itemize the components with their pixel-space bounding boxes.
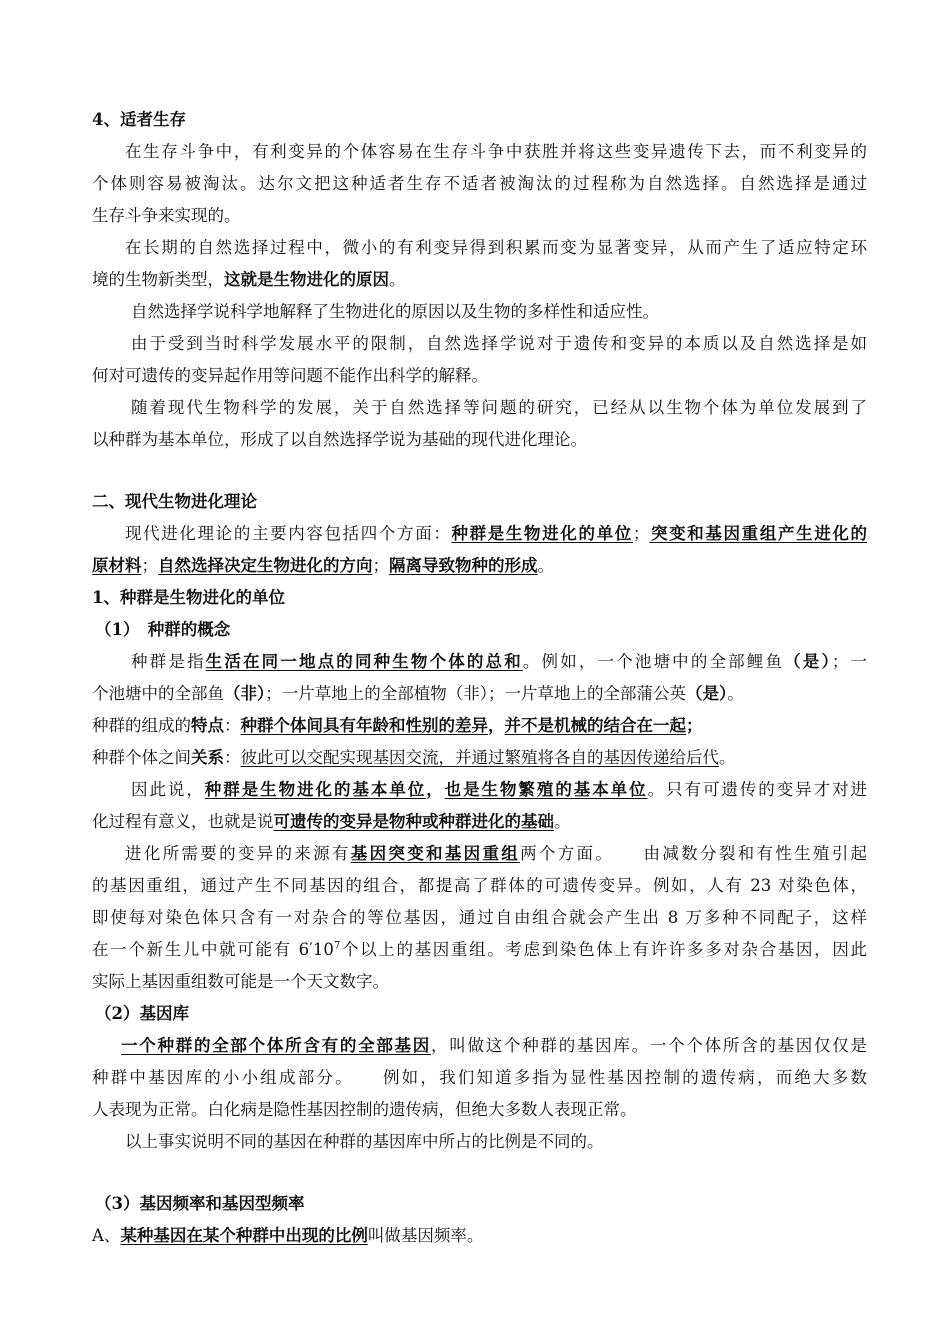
key-phrase: 突变和基因重组产生进化的 bbox=[649, 524, 868, 543]
paragraph-line: 自然选择学说科学地解释了生物进化的原因以及生物的多样性和适应性。 bbox=[131, 302, 659, 321]
paragraph-line: 由于受到当时科学发展水平的限制，自然选择学说对于遗传和变异的本质以及自然选择是如 bbox=[131, 334, 867, 353]
key-phrase: 可遗传的变异是物种或种群进化的基础 bbox=[273, 812, 554, 831]
heading-population-unit: 1、种群是生物进化的单位 bbox=[92, 588, 285, 607]
paragraph-line: 即使每对染色体只含有一对杂合的等位基因，通过自由组合就会产生出 8 万多种不同配子，这样 bbox=[92, 908, 867, 927]
paragraph-line: 实际上基因重组数可能是一个天文数字。 bbox=[92, 972, 389, 991]
paragraph-line: 种群的组成的特点：种群个体间具有年龄和性别的差异，并不是机械的结合在一起； bbox=[92, 716, 703, 735]
paragraph-line: 在一个新生儿中就可能有 $6'10^7$个以上的基因重组。考虑到染色体上有许许多多对杂合基因，因此 bbox=[92, 940, 867, 959]
paragraph-line: 进化所需要的变异的来源有基因突变和基因重组两个方面。 由减数分裂和有性生殖引起 bbox=[125, 844, 868, 863]
key-phrase: 这就是生物进化的原因 bbox=[224, 270, 389, 289]
key-phrase: 一个种群的全部个体所含有的全部基因 bbox=[121, 1036, 432, 1055]
key-phrase: 原材料 bbox=[92, 556, 142, 575]
paragraph-line: 个体则容易被淘汰。达尔文把这种适者生存不适者被淘汰的过程称为自然选择。自然选择是通过 bbox=[92, 174, 867, 193]
paragraph-line: 种群中基因库的小小组成部分。 例如，我们知道多指为显性基因控制的遗传病，而绝大多数 bbox=[92, 1068, 867, 1087]
key-phrase: 某种基因在某个种群中出现的比例 bbox=[120, 1226, 368, 1245]
heading-survival-of-fittest: 4、适者生存 bbox=[92, 110, 186, 129]
paragraph-line: 一个种群的全部个体所含有的全部基因，叫做这个种群的基因库。一个个体所含的基因仅仅是 bbox=[121, 1036, 868, 1055]
paragraph-line: 种群个体之间关系：彼此可以交配实现基因交流，并通过繁殖将各自的基因传递给后代。 bbox=[92, 748, 736, 767]
key-phrase: 也是生物繁殖的基本单位 bbox=[444, 780, 648, 799]
paragraph-line: 生存斗争来实现的。 bbox=[92, 206, 241, 225]
paragraph-line: 在生存斗争中，有利变异的个体容易在生存斗争中获胜并将这些变异遗传下去，而不利变异的 bbox=[125, 142, 867, 161]
paragraph-line: A、某种基因在某个种群中出现的比例叫做基因频率。 bbox=[92, 1226, 484, 1245]
key-phrase: 种群是生物进化的基本单位 bbox=[204, 780, 427, 799]
key-phrase: 隔离导致物种的形成 bbox=[389, 556, 538, 575]
subheading-gene-pool: （2）基因库 bbox=[95, 1004, 189, 1023]
paragraph-line: 现代进化理论的主要内容包括四个方面：种群是生物进化的单位；突变和基因重组产生进化的 bbox=[125, 524, 868, 543]
heading-modern-evolution-theory: 二、现代生物进化理论 bbox=[92, 492, 257, 511]
key-phrase: 生活在同一地点的同种生物个体的总和 bbox=[205, 652, 523, 671]
subheading-gene-frequency: （3）基因频率和基因型频率 bbox=[95, 1194, 305, 1213]
paragraph-line: 原材料；自然选择决定生物进化的方向；隔离导致物种的形成。 bbox=[92, 556, 554, 575]
paragraph-line: 化过程有意义，也就是说可遗传的变异是物种或种群进化的基础。 bbox=[92, 812, 571, 831]
paragraph-line: 种群是指生活在同一地点的同种生物个体的总和。例如，一个池塘中的全部鲤鱼（是）；一 bbox=[131, 652, 868, 671]
paragraph-line: 境的生物新类型，这就是生物进化的原因。 bbox=[92, 270, 406, 289]
paragraph-line: 随着现代生物科学的发展，关于自然选择等问题的研究，已经从以生物个体为单位发展到了 bbox=[131, 398, 867, 417]
paragraph-line: 在长期的自然选择过程中，微小的有利变异得到积累而变为显著变异，从而产生了适应特定环 bbox=[125, 238, 867, 257]
key-phrase: 基因突变和基因重组 bbox=[350, 844, 521, 863]
key-phrase: 自然选择决定生物进化的方向 bbox=[158, 556, 373, 575]
key-phrase: 种群是生物进化的单位 bbox=[451, 524, 633, 543]
paragraph-line: 何对可遗传的变异起作用等问题不能作出科学的解释。 bbox=[92, 366, 488, 385]
key-phrase: 并不是机械的结合在一起 bbox=[504, 716, 686, 735]
subheading-population-concept: （1） 种群的概念 bbox=[95, 620, 231, 639]
paragraph-line: 以上事实说明不同的基因在种群的基因库中所占的比例是不同的。 bbox=[125, 1132, 604, 1151]
paragraph-line: 因此说，种群是生物进化的基本单位，也是生物繁殖的基本单位。只有可遗传的变异才对进 bbox=[131, 780, 868, 799]
paragraph-line: 的基因重组，通过产生不同基因的组合，都提高了群体的可遗传变异。例如，人有 23 对染色体， bbox=[92, 876, 867, 895]
key-phrase: 彼此可以交配实现基因交流，并通过繁殖将各自的基因传递给后代 bbox=[240, 748, 719, 767]
key-phrase: 种群个体间具有年龄和性别的差异 bbox=[240, 716, 488, 735]
paragraph-line: 人表现为正常。白化病是隐性基因控制的遗传病，但绝大多数人表现正常。 bbox=[92, 1100, 637, 1119]
paragraph-line: 以种群为基本单位，形成了以自然选择学说为基础的现代进化理论。 bbox=[92, 430, 587, 449]
paragraph-line: 个池塘中的全部鱼（非）；一片草地上的全部植物（非）；一片草地上的全部蒲公英（是）。 bbox=[92, 684, 744, 703]
